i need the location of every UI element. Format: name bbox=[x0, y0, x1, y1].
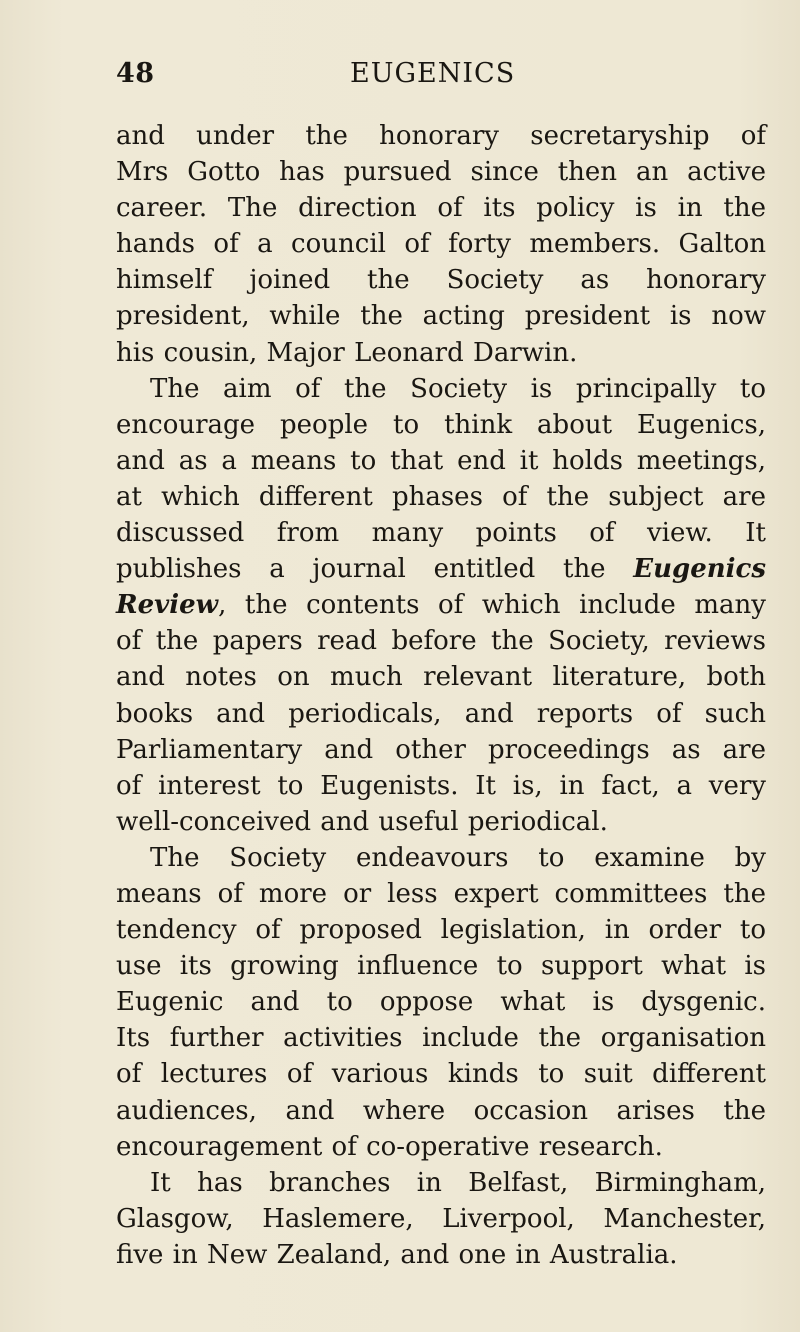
text-line: five in New Zealand, and one in Australia. bbox=[116, 1239, 678, 1270]
journal-title-italic: Eugenics bbox=[633, 554, 766, 585]
text-line: It has branches in Belfast, Birmingham, bbox=[150, 1167, 766, 1198]
text-line: Its further activities include the organisation bbox=[116, 1023, 766, 1054]
text-line: tendency of proposed legislation, in order to bbox=[116, 915, 766, 946]
text-line: means of more or less expert committees the bbox=[116, 878, 766, 909]
text-line-with-title bbox=[116, 551, 766, 587]
text-line: and as a means to that end it holds meetings, bbox=[116, 445, 766, 476]
text-line: encourage people to think about Eugenics, bbox=[116, 409, 766, 440]
text-line: at which different phases of the subject are bbox=[116, 481, 766, 512]
text-line: Mrs Gotto has pursued since then an active bbox=[116, 157, 766, 188]
text-line: hands of a council of forty members. Galton bbox=[116, 229, 766, 260]
running-title: EUGENICS bbox=[350, 58, 516, 89]
page-number: 48 bbox=[116, 58, 155, 89]
text-line: audiences, and where occasion arises the bbox=[116, 1095, 766, 1126]
text-line: use its growing influence to support what is bbox=[116, 951, 766, 982]
body-text bbox=[116, 118, 766, 1273]
text-line: of interest to Eugenists. It is, in fact, a very bbox=[116, 770, 766, 801]
text-line: president, while the acting president is now bbox=[116, 301, 766, 332]
text-line: well-conceived and useful periodical. bbox=[116, 806, 608, 837]
text-line: career. The direction of its policy is in the bbox=[116, 193, 766, 224]
text-line: of lectures of various kinds to suit different bbox=[116, 1059, 766, 1090]
text-line: his cousin, Major Leonard Darwin. bbox=[116, 337, 578, 368]
text-line: and notes on much relevant literature, both bbox=[116, 662, 766, 693]
text-line: The aim of the Society is principally to bbox=[150, 373, 766, 404]
text-line: and under the honorary secretaryship of bbox=[116, 121, 766, 151]
text-line: of the papers read before the Society, reviews bbox=[116, 626, 766, 657]
text-line: The Society endeavours to examine by bbox=[150, 842, 766, 873]
text-line: Eugenic and to oppose what is dysgenic. bbox=[116, 987, 766, 1018]
text-fragment: publishes a journal entitled the bbox=[116, 554, 634, 585]
text-line: discussed from many points of view. It bbox=[116, 518, 766, 549]
text-line: encouragement of co-operative research. bbox=[116, 1131, 663, 1162]
page-header bbox=[116, 58, 756, 102]
text-line: Parliamentary and other proceedings as are bbox=[116, 734, 766, 765]
text-line: books and periodicals, and reports of such bbox=[116, 698, 766, 729]
text-line: himself joined the Society as honorary bbox=[116, 265, 766, 296]
text-line: Glasgow, Haslemere, Liverpool, Manchester, bbox=[116, 1203, 766, 1234]
journal-title-italic-cont: Review bbox=[116, 590, 219, 621]
text-line-with-title bbox=[116, 587, 766, 623]
text-fragment: , the contents of which include many bbox=[218, 590, 766, 621]
